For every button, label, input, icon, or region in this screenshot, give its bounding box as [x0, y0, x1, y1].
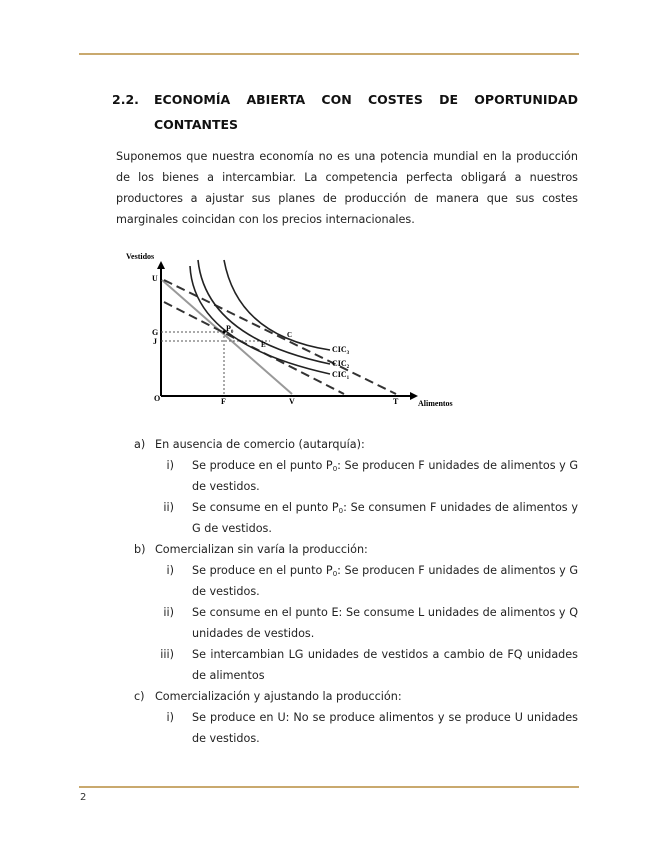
title-word: COSTES [367, 92, 423, 107]
subscript: 0 [332, 465, 338, 473]
title-word: OPORTUNIDAD [474, 92, 578, 107]
list-item-text: Comercializan sin varía la producción: [155, 543, 368, 556]
sub-list-marker: i) [166, 459, 174, 472]
sub-item-text: Se consume en el punto P [192, 501, 339, 514]
tick-g: G [152, 328, 159, 337]
sub-item-text: Se produce en el punto P [192, 459, 333, 472]
cic2-label: $CIC_2$ [332, 359, 350, 370]
tick-j: J [153, 337, 157, 346]
section-heading [112, 87, 578, 137]
cic1-label: $CIC_1$ [332, 370, 350, 381]
x-axis-label: Alimentos [418, 399, 453, 408]
section-title-line2: CONTANTES [154, 117, 239, 132]
sub-list-item [134, 497, 578, 539]
price-line-outer [164, 280, 396, 394]
y-axis-label: Vestidos [126, 252, 155, 261]
page-number: 2 [80, 792, 87, 803]
point-c-label: C [287, 331, 293, 339]
list-item [134, 434, 578, 455]
sub-list-marker: iii) [160, 648, 174, 661]
origin-label: O [154, 394, 161, 403]
sub-list-item [134, 644, 578, 686]
title-word: ECONOMÍA [154, 92, 231, 107]
footer-rule [79, 786, 579, 788]
cic-curve-1 [190, 266, 330, 374]
tick-f: F [221, 397, 226, 406]
sub-item-text: Se produce en U: No se produce alimentos y se produce U unidades de vestidos. [192, 711, 578, 745]
point-e-label: E [261, 341, 266, 349]
sub-list-item [134, 707, 578, 749]
list-item-text: Comercialización y ajustando la producción: [155, 690, 402, 703]
sub-item-text-rest: : Se producen F unidades de alimentos y G de vestidos. [192, 459, 579, 493]
tick-v: V [289, 397, 295, 406]
sub-item-text-rest: : Se consumen F unidades de alimentos y G de vestidos. [192, 501, 578, 535]
list-marker: c) [134, 690, 145, 703]
title-word: DE [439, 92, 459, 107]
sub-item-text: Se produce en el punto P [192, 564, 333, 577]
section-number: 2.2. [112, 92, 139, 107]
sub-list-marker: i) [166, 564, 174, 577]
sub-item-text: Se consume en el punto E: Se consume L unidades de alimentos y Q unidades de vestidos. [192, 606, 578, 640]
scenario-list [134, 434, 578, 749]
subscript: 0 [332, 570, 338, 578]
list-marker: a) [134, 438, 146, 451]
list-item-text: En ausencia de comercio (autarquía): [155, 438, 365, 451]
section-title-line1 [154, 87, 578, 112]
sub-list-item [134, 602, 578, 644]
production-frontier [162, 280, 292, 394]
list-marker: b) [134, 543, 146, 556]
tick-t: T [393, 397, 399, 406]
title-word: ABIERTA [246, 92, 306, 107]
sub-list-item [134, 560, 578, 602]
list-item [134, 539, 578, 560]
cic3-label: $CIC_3$ [332, 345, 350, 356]
sub-list-marker: ii) [163, 501, 174, 514]
point-p0-label: $P_0$ [226, 324, 234, 335]
list-item [134, 686, 578, 707]
sub-item-text-rest: : Se producen F unidades de alimentos y G de vestidos. [192, 564, 579, 598]
sub-list-marker: i) [166, 711, 174, 724]
sub-list-marker: ii) [163, 606, 174, 619]
header-rule [79, 53, 579, 55]
tick-u: U [152, 274, 158, 283]
sub-item-text: Se intercambian LG unidades de vestidos a cambio de FQ unidades de alimentos [192, 648, 578, 682]
section-title [154, 87, 578, 137]
production-possibility-figure [120, 246, 465, 416]
subscript: 0 [338, 507, 344, 515]
y-axis-arrow [157, 261, 165, 269]
intro-paragraph: Suponemos que nuestra economía no es una potencia mundial en la producción de los bienes a intercambiar. La competencia perfecta obligará a nuestros productores a ajustar sus planes de producción de manera que sus costes marginales coincidan con los precios internacionales. [116, 150, 578, 226]
title-word: CON [321, 92, 352, 107]
sub-list-item [134, 455, 578, 497]
x-axis-arrow [410, 392, 418, 400]
